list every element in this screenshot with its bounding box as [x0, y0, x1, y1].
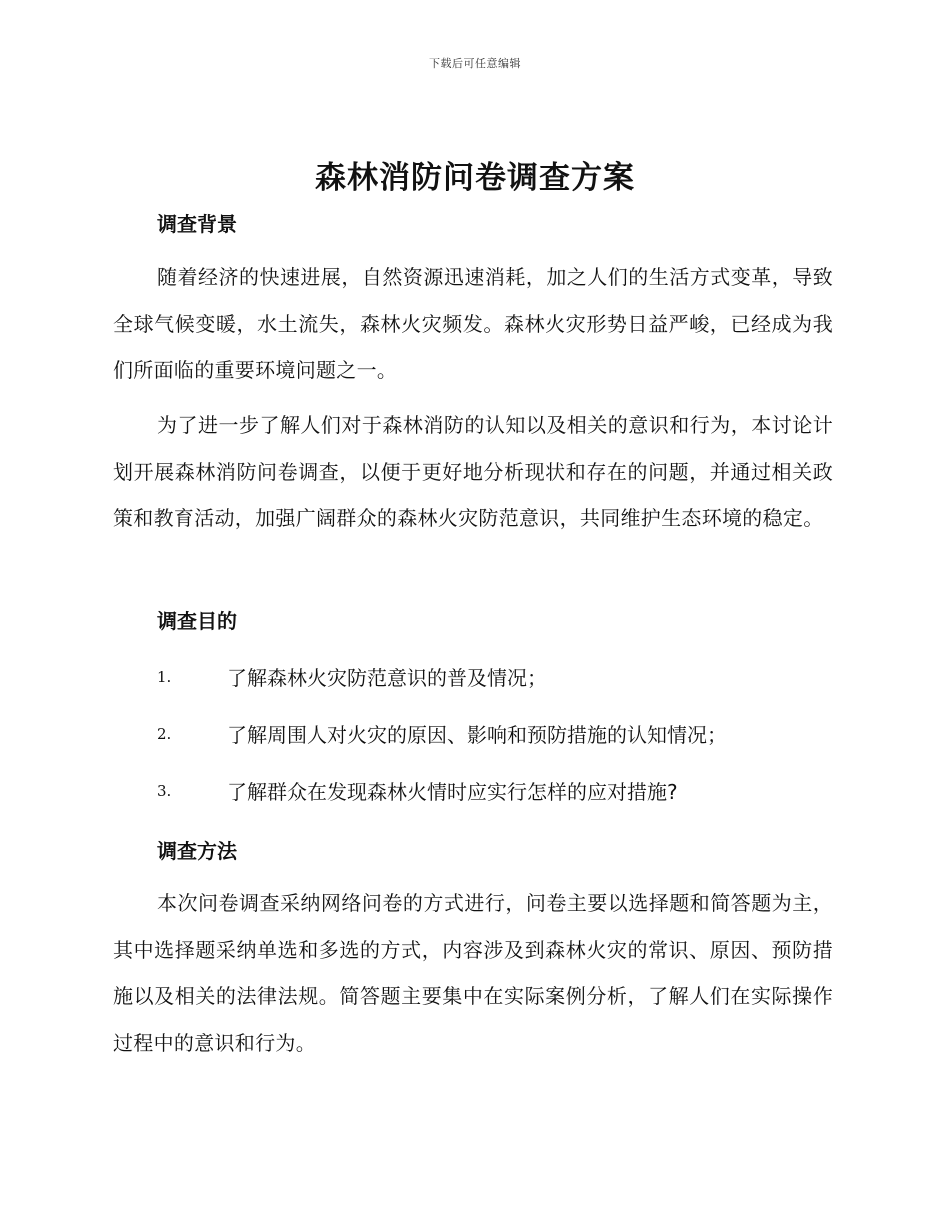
list-item-number: 3. [157, 781, 172, 800]
background-paragraph-2: 为了进一步了解人们对于森林消防的认知以及相关的意识和行为，本讨论计划开展森林消防问卷调查，以便于更好地分析现状和存在的问题，并通过相关政策和教育活动，加强广阔群众的森林火灾防范意识，共同维护生态环境的稳定。 [113, 413, 833, 530]
list-item [157, 719, 837, 748]
section-heading-purpose: 调查目的 [157, 609, 237, 633]
list-item [157, 662, 837, 691]
header-note: 下载后可任意编辑 [429, 57, 521, 70]
section-heading-method: 调查方法 [157, 839, 237, 863]
section-heading-background: 调查背景 [157, 212, 237, 236]
list-item-number: 2. [157, 724, 172, 743]
background-paragraph-1: 随着经济的快速进展，自然资源迅速消耗，加之人们的生活方式变革，导致全球气候变暖，水土流失，森林火灾频发。森林火灾形势日益严峻，已经成为我们所面临的重要环境问题之一。 [113, 265, 833, 382]
list-item-number: 1. [157, 667, 172, 686]
list-item [157, 776, 837, 805]
list-item-text: 了解周围人对火灾的原因、影响和预防措施的认知情况； [227, 723, 727, 747]
list-item-text: 了解森林火灾防范意识的普及情况； [227, 666, 547, 690]
document-title: 森林消防问卷调查方案 [315, 160, 635, 196]
list-item-text: 了解群众在发现森林火情时应实行怎样的应对措施? [227, 780, 678, 804]
method-paragraph-1: 本次问卷调查采纳网络问卷的方式进行，问卷主要以选择题和简答题为主，其中选择题采纳单选和多选的方式，内容涉及到森林火灾的常识、原因、预防措施以及相关的法律法规。简答题主要集中在实际案例分析，了解人们在实际操作过程中的意识和行为。 [113, 891, 833, 1055]
